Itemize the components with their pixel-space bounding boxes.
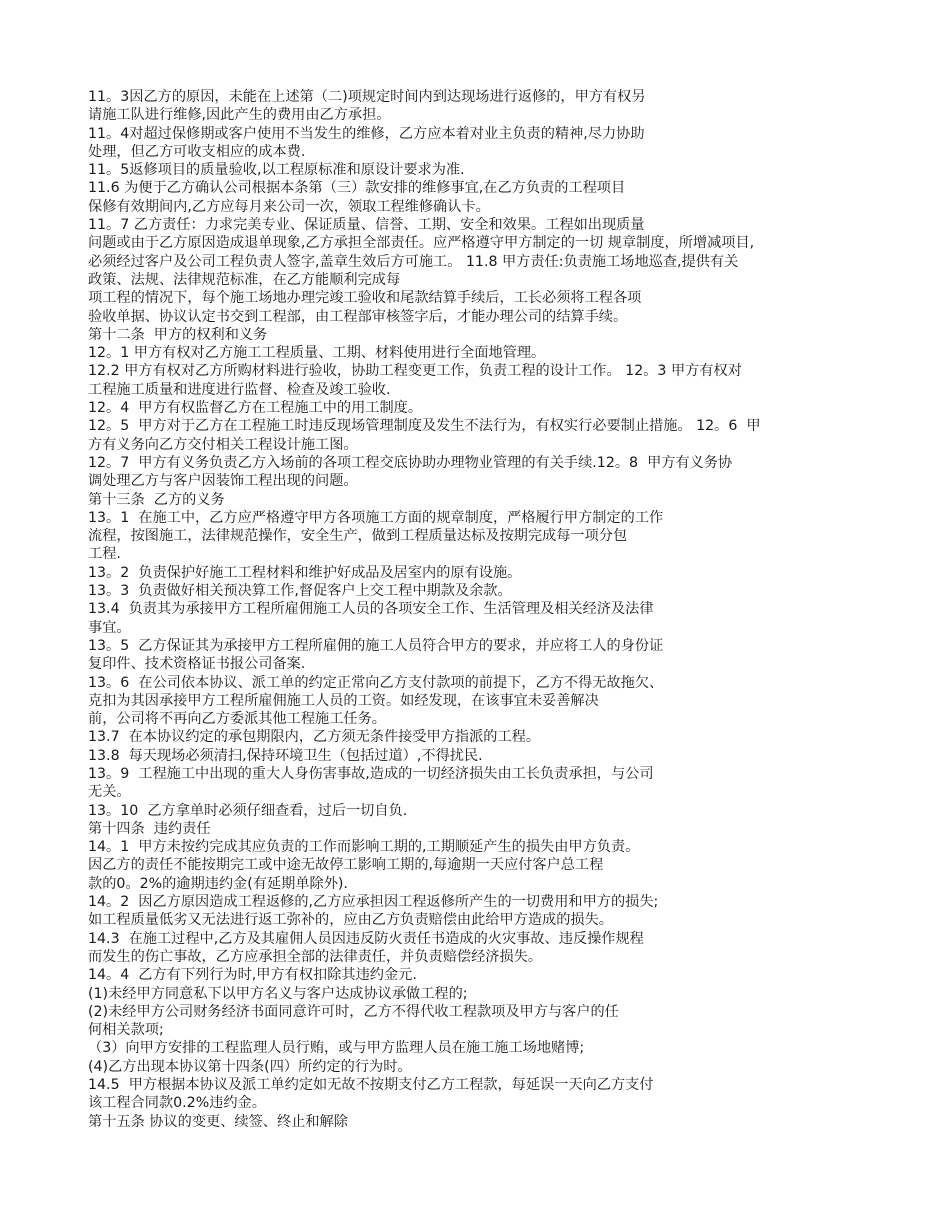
- text-line: (4)乙方出现本协议第十四条(四）所约定的行为时。: [88, 1058, 412, 1075]
- text-line: 13。9 工程施工中出现的重大人身伤害事故,造成的一切经济损失由工长负责承担，与公司: [88, 765, 654, 782]
- text-line: 第十五条 协议的变更、续签、终止和解除: [88, 1113, 348, 1130]
- text-line: 13.7 在本协议约定的承包期限内，乙方须无条件接受甲方指派的工程。: [88, 729, 541, 746]
- text-line: 11。7 乙方责任：力求完美专业、保证质量、信誉、工期、安全和效果。工程如出现质量: [88, 217, 645, 234]
- text-line: 12。4 甲方有权监督乙方在工程施工中的用工制度。: [88, 400, 423, 417]
- text-line: 12。7 甲方有义务负责乙方入场前的各项工程交底协助办理物业管理的有关手续.12。8 甲方有义务协: [88, 454, 733, 471]
- text-line: 13。10 乙方拿单时必须仔细查看，过后一切自负.: [88, 802, 408, 819]
- text-line: 克扣为其因承接甲方工程所雇佣施工人员的工资。如经发现，在该事宜未妥善解决: [88, 692, 599, 709]
- text-line: 必须经过客户及公司工程负责人签字,盖章生效后方可施工。 11.8 甲方责任:负责施工场地巡查,提供有关: [88, 253, 739, 270]
- text-line: 无关。: [88, 784, 131, 801]
- text-line: 方有义务向乙方交付相关工程设计施工图。: [88, 436, 358, 453]
- text-line: 项工程的情况下，每个施工场地办理完竣工验收和尾款结算手续后，工长必须将工程各项: [88, 290, 642, 307]
- text-line: 13。3 负责做好相关预决算工作,督促客户上交工程中期款及余款。: [88, 583, 512, 600]
- text-line: (2)未经甲方公司财务经济书面同意许可时，乙方不得代收工程款项及甲方与客户的任: [88, 1003, 619, 1020]
- text-line: 工程施工质量和进度进行监督、检查及竣工验收.: [88, 381, 391, 398]
- text-line: 12.2 甲方有权对乙方所购材料进行验收，协助工程变更工作，负责工程的设计工作。 12。3 甲方有权对: [88, 363, 742, 380]
- text-line: 处理，但乙方可收支相应的成本费.: [88, 143, 306, 160]
- text-line: 流程，按图施工，法律规范操作，安全生产，做到工程质量达标及按期完成每一项分包: [88, 528, 628, 545]
- text-line: 问题或由于乙方原因造成退单现象,乙方承担全部责任。应严格遵守甲方制定的一切 规章制度，所增减项目,: [88, 235, 755, 252]
- text-line: 14。4 乙方有下列行为时,甲方有权扣除其违约金元.: [88, 967, 417, 984]
- document-body: [88, 88, 868, 1131]
- text-line: 12。1 甲方有权对乙方施工工程质量、工期、材料使用进行全面地管理。: [88, 345, 546, 362]
- text-line: 13.4 负责其为承接甲方工程所雇佣施工人员的各项安全工作、生活管理及相关经济及法律: [88, 601, 654, 618]
- text-line: 事宜。: [88, 619, 131, 636]
- text-line: 调处理乙方与客户因装饰工程出现的问题。: [88, 473, 358, 490]
- text-line: (1)未经甲方同意私下以甲方名义与客户达成协议承做工程的;: [88, 985, 468, 1002]
- text-line: 因乙方的责任不能按期完工或中途无故停工影响工期的,每逾期一天应付客户总工程: [88, 857, 604, 874]
- text-line: 第十三条 乙方的义务: [88, 491, 225, 508]
- text-line: 13。5 乙方保证其为承接甲方工程所雇佣的施工人员符合甲方的要求，并应将工人的身份证: [88, 637, 664, 654]
- text-line: 政策、法规、法律规范标准，在乙方能顺利完成每: [88, 271, 401, 288]
- text-line: 13。1 在施工中，乙方应严格遵守甲方各项施工方面的规章制度，严格履行甲方制定的工作: [88, 509, 664, 526]
- text-line: 请施工队进行维修,因此产生的费用由乙方承担。: [88, 107, 391, 124]
- text-line: 11。4对超过保修期或客户使用不当发生的维修，乙方应本着对业主负责的精神,尽力协助: [88, 125, 645, 142]
- text-line: 13。2 负责保护好施工工程材料和维护好成品及居室内的原有设施。: [88, 564, 522, 581]
- text-line: 13。6 在公司依本协议、派工单的约定正常向乙方支付款项的前提下，乙方不得无故拖欠、: [88, 674, 664, 691]
- text-line: 何相关款项;: [88, 1022, 164, 1039]
- text-line: 14。1 甲方未按约完成其应负责的工作而影响工期的,工期顺延产生的损失由甲方负责。: [88, 839, 640, 856]
- text-line: 14.5 甲方根据本协议及派工单约定如无故不按期支付乙方工程款，每延误一天向乙方支付: [88, 1077, 654, 1094]
- text-line: 保修有效期间内,乙方应每月来公司一次，领取工程维修确认卡。: [88, 198, 490, 215]
- text-line: 复印件、技术资格证书报公司备案.: [88, 656, 306, 673]
- text-line: （3）向甲方安排的工程监理人员行贿，或与甲方监理人员在施工施工场地赌博;: [88, 1040, 585, 1057]
- text-line: 第十二条 甲方的权利和义务: [88, 326, 268, 343]
- text-line: 前，公司将不再向乙方委派其他工程施工任务。: [88, 711, 386, 728]
- text-line: 如工程质量低劣又无法进行返工弥补的，应由乙方负责赔偿由此给甲方造成的损失。: [88, 912, 613, 929]
- text-line: 11。3因乙方的原因，未能在上述第（二)项规定时间内到达现场进行返修的，甲方有权另: [88, 89, 646, 105]
- text-line: 验收单据、协议认定书交到工程部，由工程部审核签字后，才能办理公司的结算手续。: [88, 308, 628, 325]
- text-line: 11.6 为便于乙方确认公司根据本条第（三）款安排的维修事宜,在乙方负责的工程项目: [88, 180, 626, 197]
- text-line: 工程.: [88, 546, 121, 563]
- text-line: 而发生的伤亡事故，乙方应承担全部的法律责任，并负责赔偿经济损失。: [88, 948, 543, 965]
- text-line: 14。2 因乙方原因造成工程返修的,乙方应承担因工程返修所产生的一切费用和甲方的损失;: [88, 894, 659, 911]
- text-line: 14.3 在施工过程中,乙方及其雇佣人员因违反防火责任书造成的火灾事故、违反操作规程: [88, 930, 644, 947]
- text-line: 11。5返修项目的质量验收,以工程原标准和原设计要求为准.: [88, 162, 465, 179]
- text-line: 款的0。2%的逾期违约金(有延期单除外).: [88, 875, 348, 892]
- text-line: 12。5 甲方对于乙方在工程施工时违反现场管理制度及发生不法行为，有权实行必要制止措施。 12。6 甲: [88, 418, 761, 435]
- text-line: 第十四条 违约责任: [88, 820, 211, 837]
- text-line: 13.8 每天现场必须清扫,保持环境卫生（包括过道）,不得扰民.: [88, 747, 483, 764]
- text-line: 该工程合同款0.2%违约金。: [88, 1095, 266, 1112]
